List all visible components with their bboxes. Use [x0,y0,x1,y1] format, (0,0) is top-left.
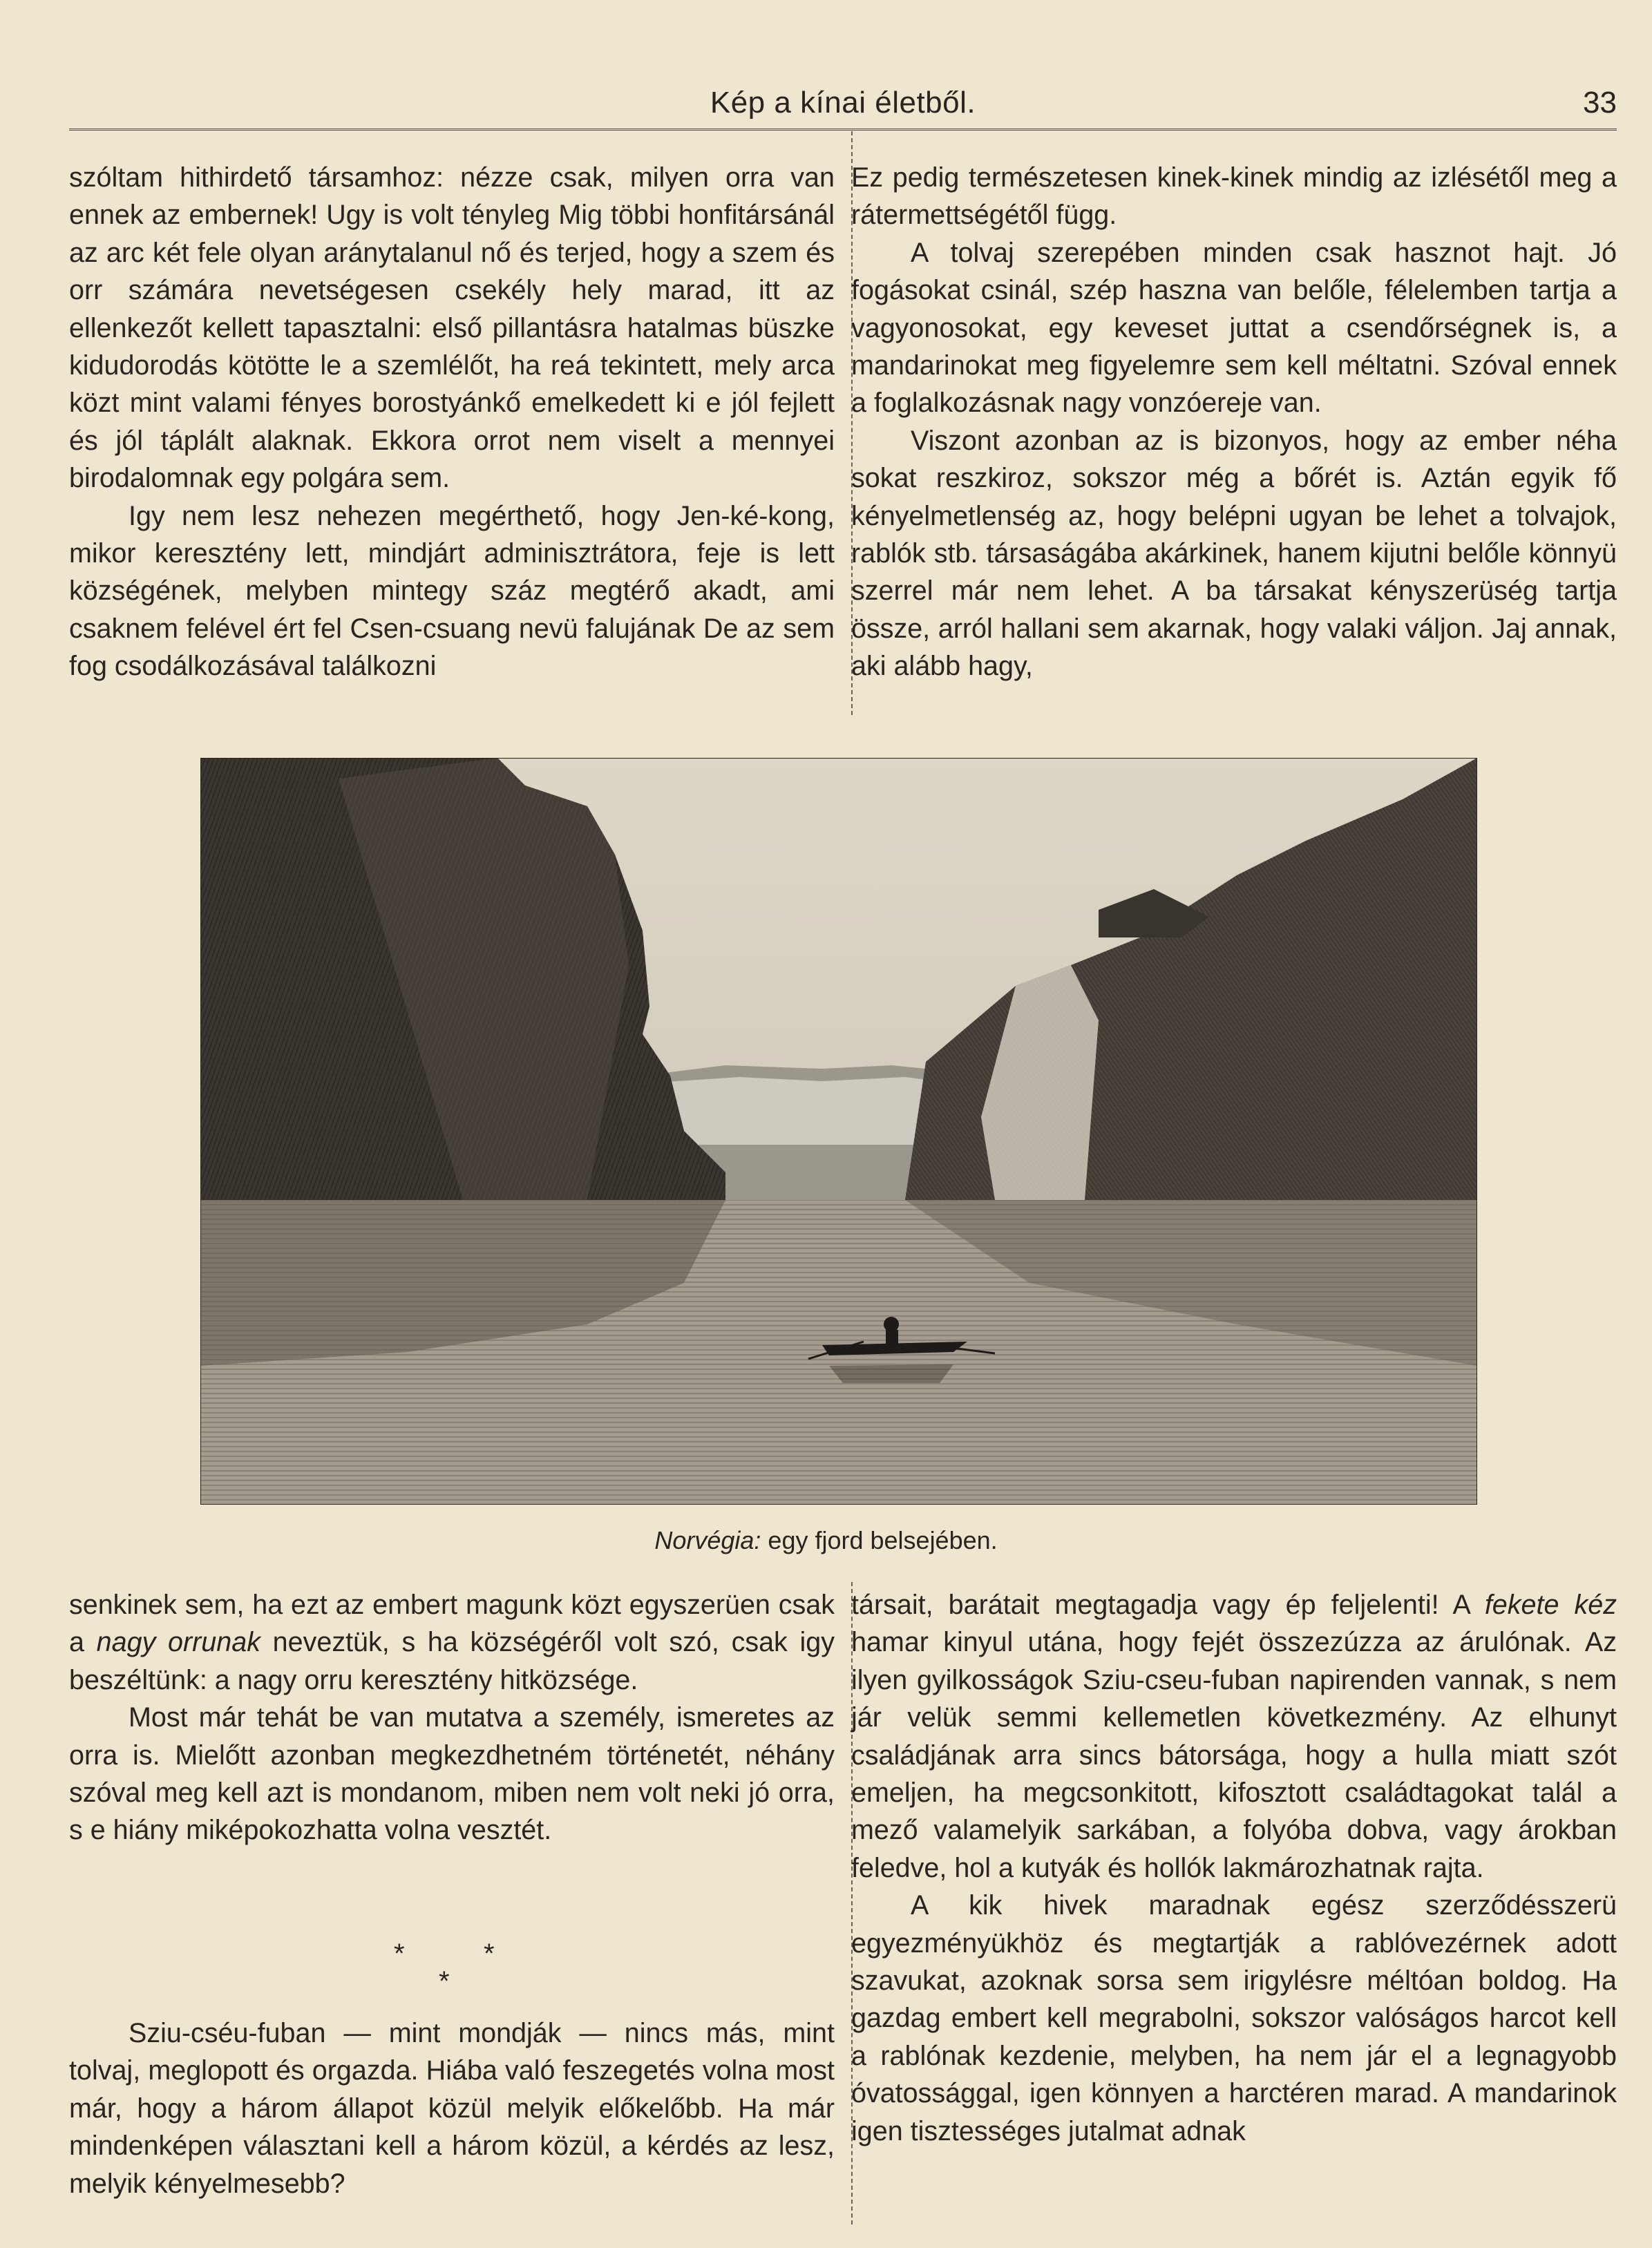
text-run: hamar kinyul utána, hogy fejét összezúzza az árulónak. Az ilyen gyilkosságok Sziu-cseu-fuban napirenden vannak, s nem jár velük semmi kellemetlen következmény. Az elhunyt családjának arra sincs bátorsága, hogy a hulla miatt szót emeljen, ha megcsonkitott, kifosztott családtagokat talál a mező valamelyik sarkában, a folyóba dobva, vagy árokban feledve, hol a kutyák és hollók lakmározhatnak rajta. [851,1627,1617,1883]
running-header [69,82,1617,137]
running-title: Kép a kínai életből. [710,86,976,120]
asterisk: * [439,1966,450,1997]
caption-place: Norvégia: [654,1526,761,1554]
text-run: senkinek sem, ha ezt az embert magunk közt egyszerüen csak a [69,1590,835,1658]
lower-left-column [69,1586,835,1849]
upper-right-column [851,159,1617,685]
text-run: társait, barátait megtagadja vagy ép feljelenti! A [851,1590,1485,1620]
fjord-illustration [200,758,1477,1505]
caption-text: egy fjord belsejében. [768,1526,998,1554]
page-number: 33 [1583,86,1617,120]
italic-term: nagy orrunak [96,1627,260,1658]
paragraph [851,1586,1617,1887]
lower-left-column-2 [69,2014,835,2202]
paragraph: Most már tehát be van mutatva a személy, ismeretes az orra is. Mielőtt azonban megkezdhetném történetét, néhány szóval meg kell azt is mondanom, miben nem volt neki jó orra, s e hiány miképokozhatta volna vesztét. [69,1702,835,1846]
upper-left-column [69,159,835,685]
paragraph: Sziu-cséu-fuban — mint mondják — nincs más, mint tolvaj, meglopott és orgazda. Hiába való feszegetés volna most már, hogy a három állapot közül melyik előkelőbb. Ha már mindenképen választani kell a három közül, a kérdés az lesz, melyik kényelmesebb? [69,2018,835,2199]
fjord-engraving [200,758,1477,1505]
paragraph [69,1586,835,1699]
paragraph: Viszont azonban az is bizonyos, hogy az ember néha sokat reszkiroz, sokszor még a bőrét is. Aztán egyik fő kényelmetlenség az, hogy belépni ugyan be lehet a tolvajok, rablók stb. társaságába akárkinek, hanem kijutni belőle könnyü szerrel már nem lehet. A ba társakat kényszerüség tartja össze, arról hallani sem akarnak, hogy valaki váljon. Jaj annak, aki alább hagy, [851,425,1617,682]
asterisk: * [484,1939,495,1969]
italic-term: fekete kéz [1484,1590,1617,1620]
paragraph: Ez pedig természetesen kinek-kinek mindig az izlésétől meg a rátermettségétől függ. [851,162,1617,231]
section-break [69,1939,829,2008]
lower-right-column [851,1586,1617,2150]
asterisk: * [394,1939,405,1969]
figure-caption [0,1526,1652,1555]
paragraph: szóltam hithirdető társamhoz: nézze csak, milyen orra van ennek az embernek! Ugy is volt tényleg Mig többi honfitársánál az arc két fele olyan aránytalanul nő és terjed, hogy a szem és orr számára nevetségesen csekély hely marad, itt az ellenkezőt kellett tapasztalni: első pillantásra hatalmas büszke kidudorodás kötötte le a szemlélőt, ha reá tekintett, mely arca közt mint valami fényes borostyánkő emelkedett ki e jól fejlett és jól táplált alaknak. Ekkora orrot nem viselt a mennyei birodalomnak egy polgára sem. [69,162,835,494]
paragraph: A tolvaj szerepében minden csak hasznot hajt. Jó fogásokat csinál, szép haszna van belőle, félelemben tartja a vagyonosokat, egy keveset juttat a csendőrségnek is, a mandarinokat meg figyelemre sem kell méltatni. Szóval ennek a foglalkozásnak nagy vonzóereje van. [851,237,1617,419]
header-rule [69,128,1617,131]
text-run: neveztük, s ha községéről volt szó, csak igy beszéltünk: a nagy orru keresztény hitközsége. [69,1627,835,1695]
paragraph: A kik hivek maradnak egész szerződésszerü egyezményükhöz és megtartják a rablóvezérnek adott szavukat, azoknak sorsa sem irigylésre méltóan boldog. Ha gazdag embert kell megrabolni, sokszor valóságos harcot kell a rablónak kezdenie, melyben, ha nem jár el a legnagyobb óvatossággal, igen könnyen a harctéren marad. A mandarinok igen tisztességes jutalmat adnak [851,1890,1617,2146]
paragraph: Igy nem lesz nehezen megérthető, hogy Jen-ké-kong, mikor keresztény lett, mindjárt adminisztrátora, feje is lett községének, melyben mintegy száz megtérő akadt, ami csaknem felével ért fel Csen-csuang nevü falujának De az sem fog csodálkozásával találkozni [69,500,835,682]
